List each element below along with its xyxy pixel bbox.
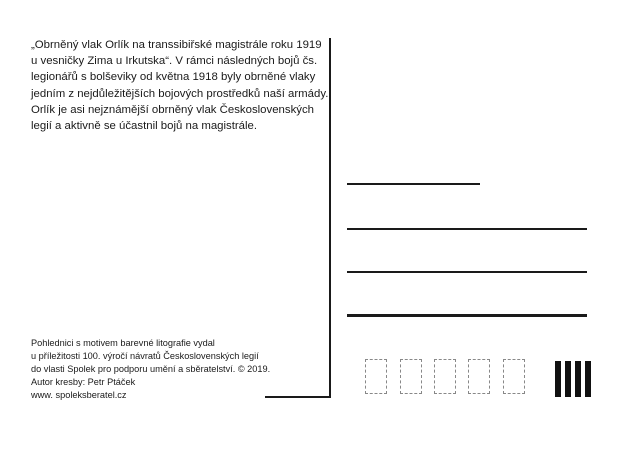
address-line-bold	[347, 314, 587, 317]
address-line	[347, 271, 587, 273]
postal-code-box	[503, 359, 525, 394]
address-line	[347, 228, 587, 230]
postal-code-box	[365, 359, 387, 394]
imprint-line: u příležitosti 100. výročí návratů Československých legií	[31, 351, 259, 361]
publisher-imprint	[31, 337, 321, 402]
vertical-divider	[329, 38, 331, 398]
postal-code-box	[434, 359, 456, 394]
imprint-line: Pohlednici s motivem barevné litografie vydal	[31, 338, 215, 348]
author-credit: Autor kresby: Petr Ptáček	[31, 377, 136, 387]
address-line-short	[347, 183, 480, 185]
postcard-description: „Obrněný vlak Orlík na transsibiřské magistrále roku 1919 u vesničky Zima u Irkutska“. V rámci následných bojů čs. legionářů s bolševiky od května 1918 byly obrněné vlaky jedním z nejdůležitějších bojových prostředků naší armády. Orlík je asi nejznámější obrněný vlak Československých legií a aktivně se účastnil bojů na magistrále.	[31, 39, 329, 133]
imprint-line: do vlasti Spolek pro podporu umění a sběratelství. © 2019.	[31, 364, 271, 374]
postal-code-stripe	[565, 361, 571, 397]
website-link: www. spoleksberatel.cz	[31, 390, 127, 400]
postal-code-box	[468, 359, 490, 394]
postal-code-stripe	[555, 361, 561, 397]
postal-code-stripe	[585, 361, 591, 397]
postal-code-stripe	[575, 361, 581, 397]
postal-code-box	[400, 359, 422, 394]
